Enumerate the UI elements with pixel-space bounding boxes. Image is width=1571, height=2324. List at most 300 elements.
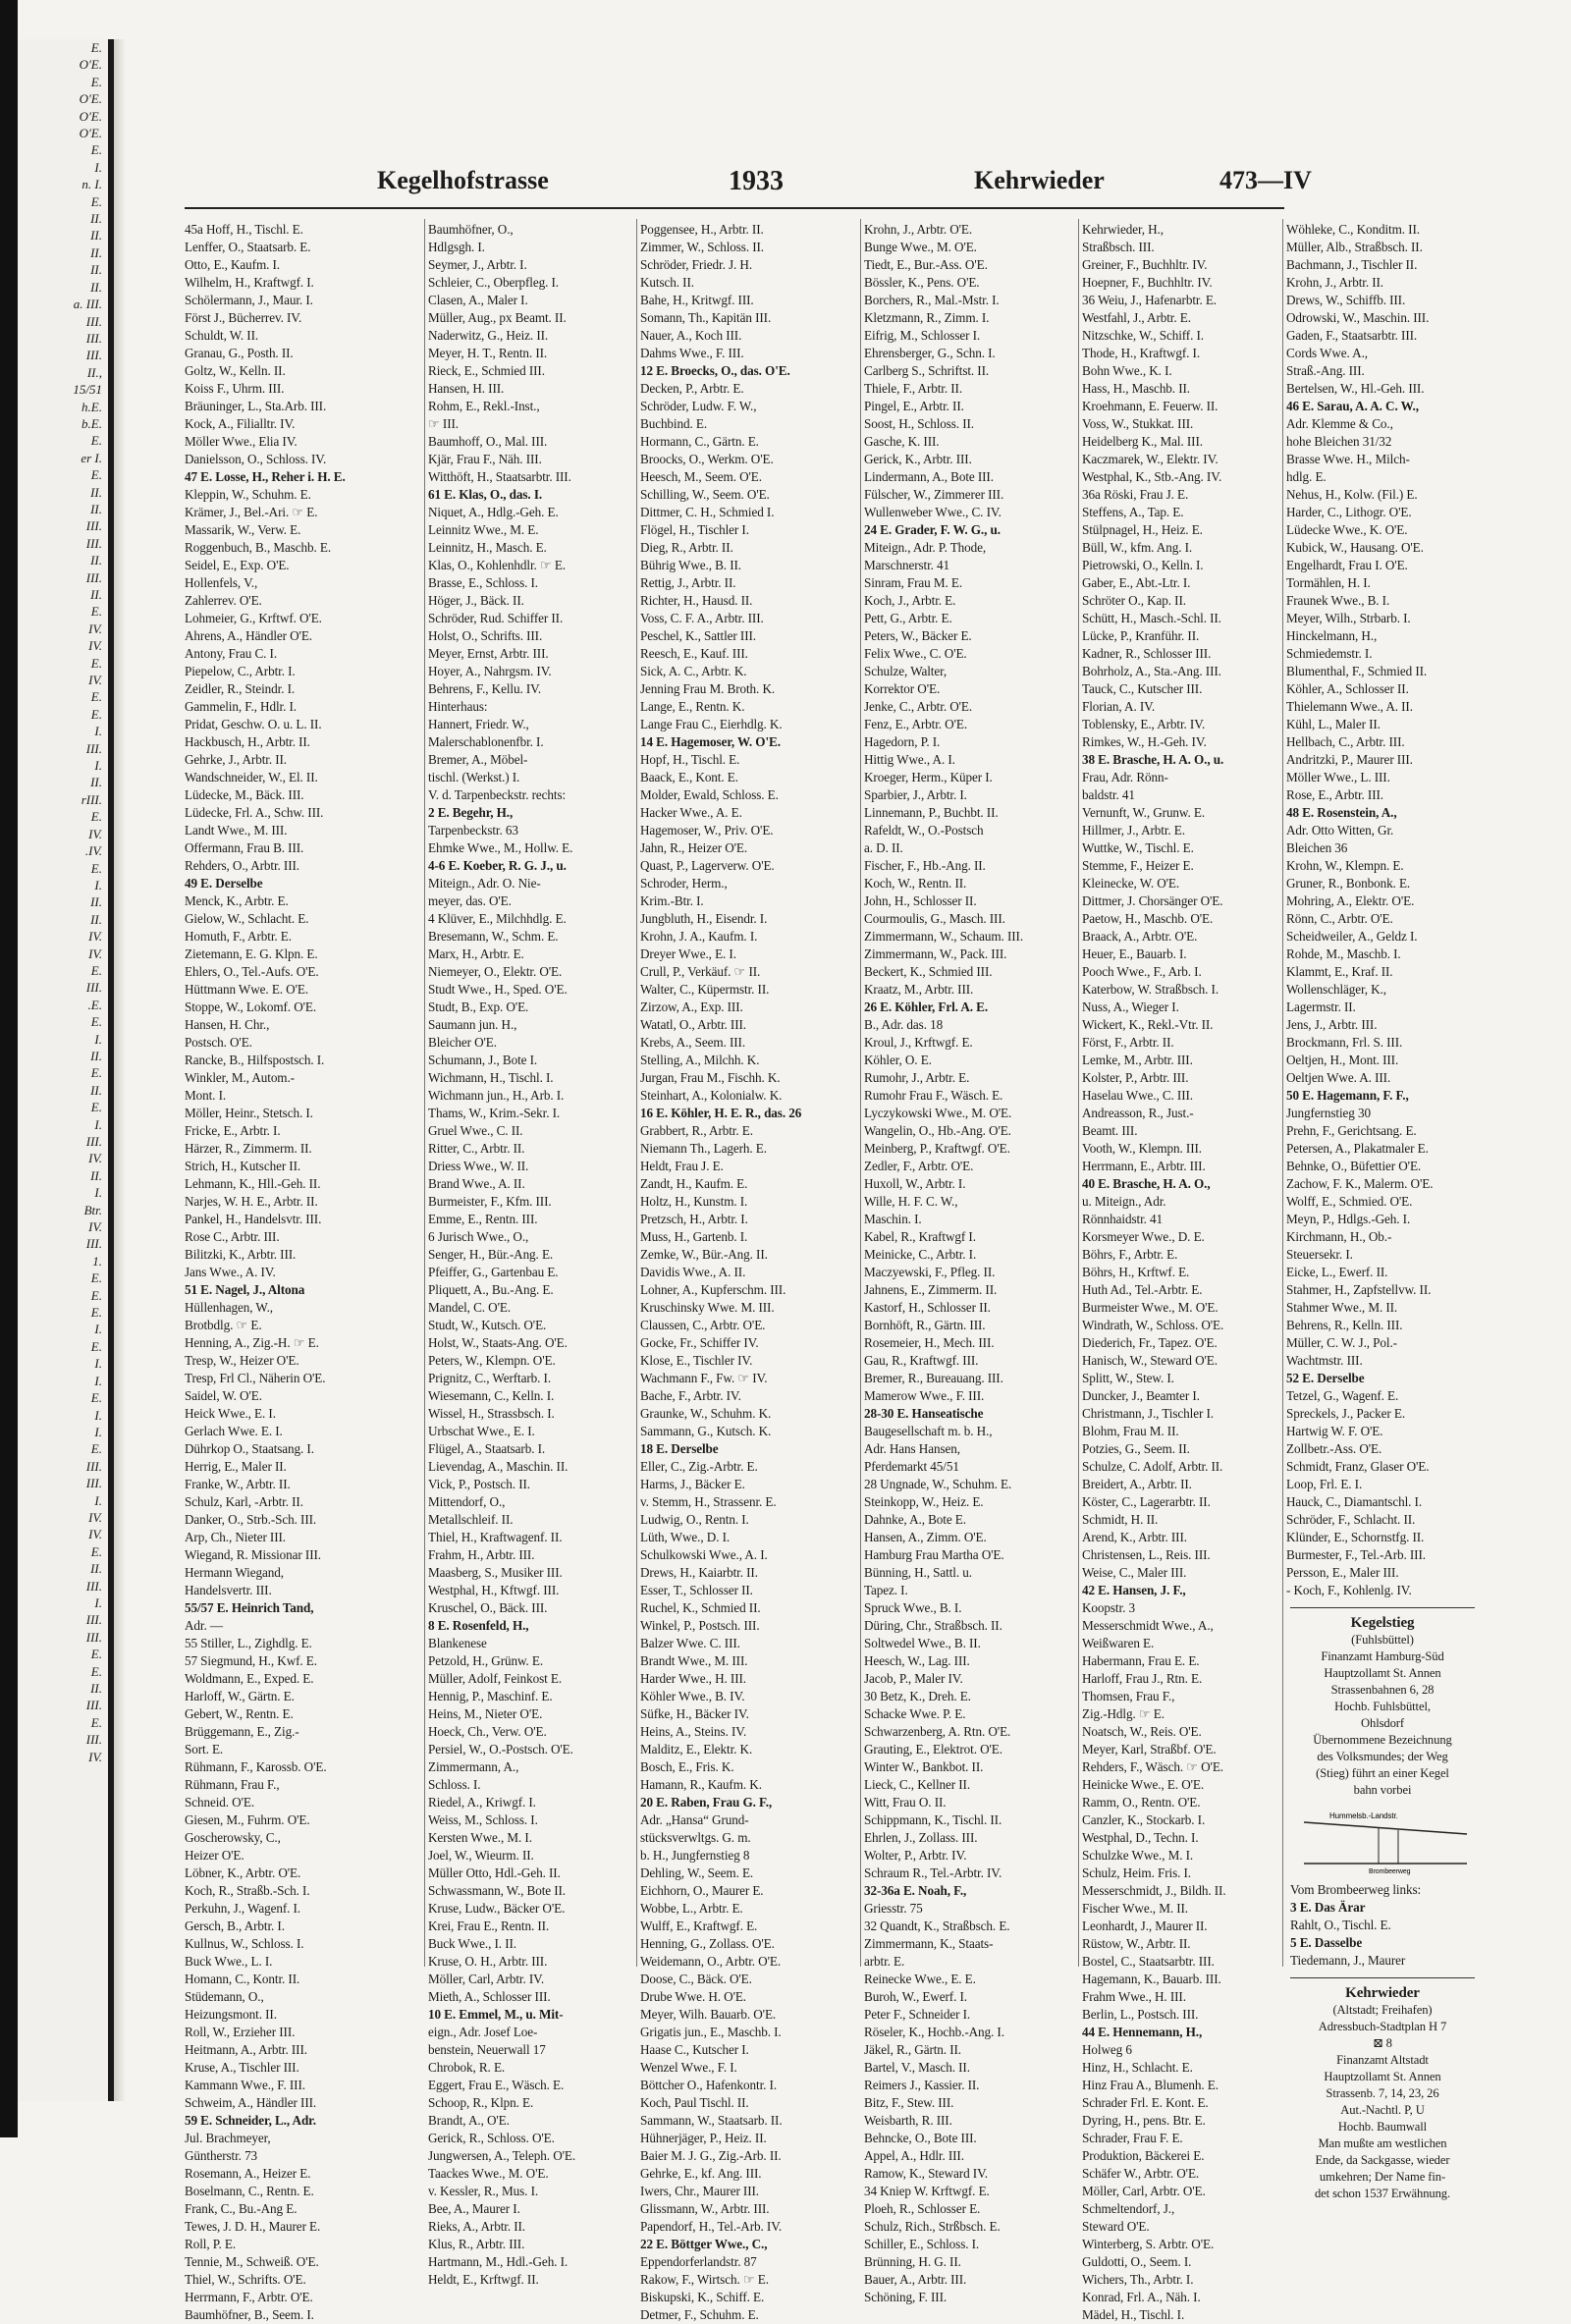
directory-entry: 32 Quandt, K., Straßbsch. E.: [864, 1919, 1010, 1933]
prev-page-line: IV.: [88, 673, 102, 688]
directory-entry: Köhler, A., Schlosser II.: [1286, 681, 1409, 696]
directory-entry: Appel, A., Hdlr. III.: [864, 2148, 964, 2163]
directory-entry: Härzer, R., Zimmerm. II.: [185, 1141, 312, 1156]
info-line: (Fuhlsbüttel): [1351, 1633, 1414, 1647]
directory-entry: Klus, R., Arbtr. III.: [428, 2237, 525, 2251]
directory-entry: Schwassmann, W., Bote II.: [428, 1883, 566, 1898]
prev-page-line: rIII.: [81, 791, 102, 807]
directory-entry: 47 E. Losse, H., Reher i. H. E.: [185, 469, 346, 484]
prev-page-line: III.: [85, 1236, 102, 1252]
directory-entry: Rimkes, W., H.-Geh. IV.: [1082, 734, 1207, 749]
directory-entry: Wichmann, H., Tischl. I.: [428, 1070, 554, 1085]
directory-entry: Thiel, H., Kraftwagenf. II.: [428, 1530, 563, 1544]
directory-entry: Berlin, L., Postsch. III.: [1082, 2007, 1199, 2022]
directory-entry: Mieth, A., Schlosser III.: [428, 1989, 551, 2004]
directory-entry: Schröder, F., Schlacht. II.: [1286, 1512, 1416, 1527]
directory-entry: Jans Wwe., A. IV.: [185, 1265, 276, 1279]
directory-entry: Rieck, E., Schmied III.: [428, 363, 545, 378]
directory-entry: Kersten Wwe., M. I.: [428, 1830, 532, 1845]
directory-entry: Hollenfels, V.,: [185, 575, 258, 590]
directory-entry: Wille, H. F. C. W.,: [864, 1194, 958, 1209]
directory-entry: Zachow, F. K., Malerm. O'E.: [1286, 1176, 1434, 1191]
directory-entry: Böttcher O., Hafenkontr. I.: [640, 2078, 778, 2092]
directory-entry: Ludwig, O., Rentn. I.: [640, 1512, 749, 1527]
directory-entry: Schloss. I.: [428, 1777, 481, 1792]
directory-entry: Kjär, Frau F., Näh. III.: [428, 452, 542, 466]
directory-entry: Harder, C., Lithogr. O'E.: [1286, 505, 1412, 519]
directory-entry: Gehrke, E., kf. Ang. III.: [640, 2166, 762, 2181]
prev-page-line: I.: [94, 1373, 102, 1388]
directory-entry: Broocks, O., Werkm. O'E.: [640, 452, 774, 466]
directory-entry: Niemann Th., Lagerh. E.: [640, 1141, 767, 1156]
directory-entry: Flögel, H., Tischler I.: [640, 522, 749, 537]
directory-entry: Baumhoff, O., Mal. III.: [428, 434, 548, 449]
directory-entry: Stahmer, H., Zapfstellvw. II.: [1286, 1282, 1432, 1297]
prev-page-line: II.: [90, 894, 102, 910]
directory-entry: Boselmann, C., Rentn. E.: [185, 2184, 314, 2198]
directory-entry: Gerick, K., Arbtr. III.: [864, 452, 972, 466]
directory-entry: Tresp, Frl Cl., Näherin O'E.: [185, 1371, 326, 1385]
directory-entry: Linnemann, P., Buchbt. II.: [864, 805, 999, 820]
directory-entry: Spreckels, J., Packer E.: [1286, 1406, 1406, 1421]
column-1: [185, 221, 420, 2322]
directory-entry: Weißwaren E.: [1082, 1636, 1155, 1650]
directory-entry: Studt, W., Kutsch. O'E.: [428, 1318, 547, 1332]
directory-entry: Witthöft, H., Staatsarbtr. III.: [428, 469, 571, 484]
directory-entry: Davidis Wwe., A. II.: [640, 1265, 746, 1279]
directory-entry: Mont. I.: [185, 1088, 227, 1103]
info-line: Hochb. Baumwall: [1337, 2120, 1428, 2134]
info-line: Man mußte am westlichen: [1318, 2136, 1447, 2150]
directory-entry: Kleinecke, W. O'E.: [1082, 876, 1180, 891]
directory-entry: Lieck, C., Kellner II.: [864, 1777, 971, 1792]
directory-entry: Katerbow, W. Straßbsch. I.: [1082, 982, 1219, 997]
directory-entry: Niemeyer, O., Elektr. O'E.: [428, 964, 563, 979]
directory-entry: Menck, K., Arbtr. E.: [185, 893, 289, 908]
directory-entry: Zedler, F., Arbtr. O'E.: [864, 1159, 974, 1173]
prev-page-line: III.: [85, 330, 102, 346]
directory-entry: Kroeger, Herm., Küper I.: [864, 770, 993, 784]
directory-entry: Henning, G., Zollass. O'E.: [640, 1936, 775, 1951]
directory-entry: Möller Wwe., L. III.: [1286, 770, 1390, 784]
directory-entry: Hühnerjäger, P., Heiz. II.: [640, 2131, 767, 2145]
directory-entry: Rahlt, O., Tischl. E.: [1290, 1918, 1391, 1932]
directory-entry: Wissel, H., Strassbsch. I.: [428, 1406, 555, 1421]
prev-page-line: II.,: [86, 364, 102, 380]
directory-entry: Schulz, Karl, -Arbtr. II.: [185, 1494, 303, 1509]
directory-entry: Eichhorn, O., Maurer E.: [640, 1883, 764, 1898]
directory-entry: Piepelow, C., Arbtr. I.: [185, 664, 296, 678]
directory-entry: meyer, das. O'E.: [428, 893, 512, 908]
directory-entry: Frau, Adr. Rönn-: [1082, 770, 1168, 784]
directory-entry: Rühmann, Frau F.,: [185, 1777, 280, 1792]
prev-page-line: I.: [94, 724, 102, 739]
prev-page-line: h.E.: [81, 399, 102, 414]
directory-entry: Guldotti, O., Seem. I.: [1082, 2254, 1192, 2269]
directory-entry: Müller, Alb., Straßbsch. II.: [1286, 240, 1423, 254]
directory-entry: Höger, J., Bäck. II.: [428, 593, 524, 608]
directory-entry: Thode, H., Kraftwgf. I.: [1082, 346, 1201, 360]
directory-entry: Behnke, O., Büfettier O'E.: [1286, 1159, 1422, 1173]
directory-entry: Steward O'E.: [1082, 2219, 1150, 2234]
directory-entry: Kolster, P., Arbtr. III.: [1082, 1070, 1189, 1085]
directory-entry: Bitz, F., Stew. III.: [864, 2095, 954, 2110]
directory-entry: Hellbach, C., Arbtr. III.: [1286, 734, 1405, 749]
directory-entry: Saidel, W. O'E.: [185, 1388, 262, 1403]
directory-entry: Först J., Bücherrev. IV.: [185, 310, 302, 325]
prev-page-line: III.: [85, 569, 102, 585]
directory-entry: 36a Röski, Frau J. E.: [1082, 487, 1189, 502]
directory-entry: Dittmer, C. H., Schmied I.: [640, 505, 775, 519]
column-6: [1286, 221, 1483, 2200]
directory-entry: 6 Jurisch Wwe., O.,: [428, 1229, 529, 1244]
directory-entry: Peschel, K., Sattler III.: [640, 628, 756, 643]
directory-entry: Carlberg S., Schriftst. II.: [864, 363, 990, 378]
directory-entry: Schulz, Heim. Fris. I.: [1082, 1865, 1191, 1880]
prev-page-line: IV.: [88, 1509, 102, 1525]
directory-entry: Lüdecke, M., Bäck. III.: [185, 787, 304, 802]
directory-entry: Adr. —: [185, 1618, 223, 1633]
directory-entry: Rafeldt, W., O.-Postsch: [864, 823, 984, 838]
directory-entry: Granau, G., Posth. II.: [185, 346, 294, 360]
directory-entry: Borchers, R., Mal.-Mstr. I.: [864, 293, 1000, 307]
directory-entry: 12 E. Broecks, O., das. O'E.: [640, 363, 790, 378]
directory-entry: Bresemann, W., Schm. E.: [428, 929, 559, 944]
directory-entry: Lange, E., Rentn. K.: [640, 699, 745, 714]
directory-entry: Bache, F., Arbtr. IV.: [640, 1388, 741, 1403]
prev-page-line: II.: [90, 1082, 102, 1098]
directory-entry: Papendorf, H., Tel.-Arb. IV.: [640, 2219, 783, 2234]
directory-entry: Thiele, F., Arbtr. II.: [864, 381, 963, 396]
directory-entry: Oeltjen Wwe. A. III.: [1286, 1070, 1391, 1085]
directory-entry: Bohrholz, A., Sta.-Ang. III.: [1082, 664, 1221, 678]
directory-entry: Gocke, Fr., Schiffer IV.: [640, 1335, 759, 1350]
directory-entry: Hagemoser, W., Priv. O'E.: [640, 823, 774, 838]
directory-entry: Schoop, R., Klpn. E.: [428, 2095, 534, 2110]
prev-page-line: E.: [90, 655, 102, 671]
directory-entry: Christensen, L., Reis. III.: [1082, 1547, 1211, 1562]
prev-page-line: II.: [90, 553, 102, 568]
directory-entry: Stelling, A., Milchh. K.: [640, 1053, 760, 1067]
directory-entry: Schacke Wwe. P. E.: [864, 1706, 966, 1721]
directory-entry: Thomsen, Frau F.,: [1082, 1689, 1175, 1703]
directory-entry: 28 Ungnade, W., Schuhm. E.: [864, 1477, 1012, 1491]
prev-page-line: O'E.: [79, 108, 102, 124]
right-street-title: Kehrwieder: [974, 166, 1105, 194]
directory-entry: Schweim, A., Händler III.: [185, 2095, 317, 2110]
info-line: des Volksmundes; der Weg: [1317, 1750, 1448, 1763]
directory-entry: Behncke, O., Bote III.: [864, 2131, 977, 2145]
directory-entry: Krohn, J., Arbtr. II.: [1286, 275, 1383, 290]
directory-entry: Kullnus, W., Schloss. I.: [185, 1936, 304, 1951]
directory-entry: Miteign., Adr. O. Nie-: [428, 876, 541, 891]
directory-entry: 22 E. Böttger Wwe., C.,: [640, 2237, 768, 2251]
directory-entry: Tennie, M., Schweiß. O'E.: [185, 2254, 319, 2269]
directory-entry: Roll, P. E.: [185, 2237, 237, 2251]
directory-entry: Vom Brombeerweg links:: [1290, 1882, 1422, 1897]
directory-entry: Koopstr. 3: [1082, 1600, 1135, 1615]
directory-entry: Müller, C. W. J., Pol.-: [1286, 1335, 1397, 1350]
directory-entry: Lohner, A., Kupferschm. III.: [640, 1282, 786, 1297]
directory-entry: Hopf, H., Tischl. E.: [640, 752, 740, 767]
directory-entry: Nitzschke, W., Schiff. I.: [1082, 328, 1204, 343]
directory-entry: Hansen, A., Zimm. O'E.: [864, 1530, 987, 1544]
prev-page-line: E.: [90, 142, 102, 158]
header-rule: [185, 207, 1284, 209]
directory-entry: Nauer, A., Koch III.: [640, 328, 742, 343]
directory-entry: Schraum R., Tel.-Arbtr. IV.: [864, 1865, 1002, 1880]
directory-entry: Schwarzenberg, A. Rtn. O'E.: [864, 1724, 1011, 1739]
prev-page-line: III.: [85, 740, 102, 756]
info-line: Adressbuch-Stadtplan H 7: [1318, 2020, 1447, 2033]
directory-entry: Böhrs, H., Krftwf. E.: [1082, 1265, 1190, 1279]
directory-entry: Lange Frau C., Eierhdlg. K.: [640, 717, 783, 731]
column-3: [640, 221, 856, 2322]
directory-entry: Windrath, W., Schloss. O'E.: [1082, 1318, 1224, 1332]
directory-entry: Schumann, J., Bote I.: [428, 1053, 538, 1067]
directory-entry: Krohn, J. A., Kaufm. I.: [640, 929, 758, 944]
directory-entry: Noatsch, W., Reis. O'E.: [1082, 1724, 1202, 1739]
directory-entry: Thams, W., Krim.-Sekr. I.: [428, 1106, 561, 1120]
directory-entry: Prehn, F., Gerichtsang. E.: [1286, 1123, 1417, 1138]
directory-entry: Blumenthal, F., Schmied II.: [1286, 664, 1428, 678]
directory-entry: Rosemann, A., Heizer E.: [185, 2166, 311, 2181]
directory-entry: Kutsch. II.: [640, 275, 694, 290]
directory-entry: Gasche, K. III.: [864, 434, 940, 449]
directory-entry: Kletzmann, R., Zimm. I.: [864, 310, 990, 325]
directory-entry: Hinterhaus:: [428, 699, 488, 714]
directory-entry: Meyer, Wilh., Strbarb. I.: [1286, 611, 1411, 625]
directory-entry: Schöning, F. III.: [864, 2290, 948, 2304]
directory-entry: arbtr. E.: [864, 1954, 905, 1969]
directory-entry: Klose, E., Tischler IV.: [640, 1353, 753, 1368]
directory-entry: Lievendag, A., Maschin. II.: [428, 1459, 569, 1474]
directory-entry: Zimmermann, A.,: [428, 1759, 519, 1774]
directory-entry: 48 E. Rosenstein, A.,: [1286, 805, 1397, 820]
directory-entry: Brandt, A., O'E.: [428, 2113, 510, 2128]
directory-entry: Drube Wwe. H. O'E.: [640, 1989, 747, 2004]
directory-entry: eign., Adr. Josef Loe-: [428, 2025, 538, 2039]
directory-entry: Hamburg Frau Martha O'E.: [864, 1547, 1004, 1562]
directory-entry: Behrens, R., Kelln. III.: [1286, 1318, 1403, 1332]
directory-entry: Vernunft, W., Grunw. E.: [1082, 805, 1206, 820]
directory-entry: Heins, M., Nieter O'E.: [428, 1706, 543, 1721]
directory-entry: Grauting, E., Elektrot. O'E.: [864, 1742, 1002, 1757]
directory-entry: Hennig, P., Maschinf. E.: [428, 1689, 553, 1703]
directory-entry: Leinnitz Wwe., M. E.: [428, 522, 539, 537]
directory-entry: Roggenbuch, B., Maschb. E.: [185, 540, 332, 555]
directory-entry: a. D. II.: [864, 840, 903, 855]
directory-entry: Frahm Wwe., H. III.: [1082, 1989, 1186, 2004]
directory-entry: Düring, Chr., Straßbsch. II.: [864, 1618, 1002, 1633]
directory-page: [128, 113, 1452, 2322]
directory-entry: Studt Wwe., H., Sped. O'E.: [428, 982, 568, 997]
directory-entry: Adr. Hans Hansen,: [864, 1441, 960, 1456]
prev-page-line: II.: [90, 228, 102, 243]
prev-page-line: E.: [90, 1065, 102, 1081]
directory-entry: Hannert, Friedr. W.,: [428, 717, 529, 731]
directory-entry: Zimmer, W., Schloss. II.: [640, 240, 765, 254]
directory-entry: Rumohr Frau F., Wäsch. E.: [864, 1088, 1003, 1103]
directory-entry: 44 E. Hennemann, H.,: [1082, 2025, 1203, 2039]
directory-entry: Wiesemann, C., Kelln. I.: [428, 1388, 555, 1403]
directory-entry: Claussen, C., Arbtr. O'E.: [640, 1318, 766, 1332]
directory-entry: Gerlach Wwe. E. I.: [185, 1424, 283, 1438]
directory-entry: Graunke, W., Schuhm. K.: [640, 1406, 772, 1421]
directory-entry: Andritzki, P., Maurer III.: [1286, 752, 1413, 767]
directory-entry: Westphal, K., Stb.-Ang. IV.: [1082, 469, 1222, 484]
directory-entry: Hamann, R., Kaufm. K.: [640, 1777, 762, 1792]
directory-entry: Decken, P., Arbtr. E.: [640, 381, 744, 396]
directory-entry: Schneid. O'E.: [185, 1795, 255, 1810]
prev-page-line: III.: [85, 1476, 102, 1491]
directory-entry: Offermann, Frau B. III.: [185, 840, 304, 855]
directory-entry: B., Adr. das. 18: [864, 1017, 944, 1032]
directory-entry: Wandschneider, W., El. II.: [185, 770, 318, 784]
directory-entry: Roll, W., Erzieher III.: [185, 2025, 296, 2039]
directory-entry: Krämer, J., Bel.-Ari. ☞ E.: [185, 505, 318, 519]
prev-page-line: II.: [90, 279, 102, 295]
directory-entry: Adr. „Hansa“ Grund-: [640, 1812, 749, 1827]
directory-entry: - Koch, F., Kohlenlg. IV.: [1286, 1583, 1412, 1597]
directory-entry: Canzler, K., Stockarb. I.: [1082, 1812, 1206, 1827]
directory-entry: Landt Wwe., M. III.: [185, 823, 288, 838]
directory-entry: Süfke, H., Bäcker IV.: [640, 1706, 749, 1721]
directory-entry: Kruschinsky Wwe. M. III.: [640, 1300, 775, 1315]
directory-entry: Flügel, A., Staatsarb. I.: [428, 1441, 546, 1456]
directory-entry: Kadner, R., Schlosser III.: [1082, 646, 1212, 661]
directory-entry: Schrader Frl. E. Kont. E.: [1082, 2095, 1209, 2110]
directory-entry: Tiedemann, J., Maurer: [1290, 1953, 1406, 1968]
directory-entry: 55/57 E. Heinrich Tand,: [185, 1600, 314, 1615]
directory-entry: Rieks, A., Arbtr. II.: [428, 2219, 526, 2234]
directory-entry: Hoeck, Ch., Verw. O'E.: [428, 1724, 547, 1739]
directory-entry: Stemme, F., Heizer E.: [1082, 858, 1194, 873]
directory-entry: Blohm, Frau M. II.: [1082, 1424, 1179, 1438]
directory-entry: Köster, C., Lagerarbtr. II.: [1082, 1494, 1211, 1509]
directory-entry: Schippmann, K., Tischl. II.: [864, 1812, 1002, 1827]
directory-entry: Wachtmstr. III.: [1286, 1353, 1363, 1368]
directory-entry: Lüdecke, Frl. A., Schw. III.: [185, 805, 324, 820]
directory-entry: Röseler, K., Hochb.-Ang. I.: [864, 2025, 1004, 2039]
directory-entry: Winkel, P., Postsch. III.: [640, 1618, 760, 1633]
directory-entry: Potzies, G., Seem. II.: [1082, 1441, 1190, 1456]
directory-entry: Gehrke, J., Arbtr. II.: [185, 752, 288, 767]
directory-entry: Baier M. J. G., Zig.-Arb. II.: [640, 2148, 782, 2163]
prev-page-line: III.: [85, 1612, 102, 1628]
prev-page-line: III.: [85, 535, 102, 551]
prev-page-line: II.: [90, 775, 102, 790]
directory-entry: Hdlgsgh. I.: [428, 240, 485, 254]
prev-page-line: E.: [90, 1305, 102, 1321]
directory-entry: Vooth, W., Klempn. III.: [1082, 1141, 1202, 1156]
directory-entry: Heick Wwe., E. I.: [185, 1406, 276, 1421]
directory-entry: Koch, Paul Tischl. II.: [640, 2095, 749, 2110]
directory-entry: Westfahl, J., Arbtr. E.: [1082, 310, 1191, 325]
directory-entry: Ahrens, A., Händler O'E.: [185, 628, 312, 643]
directory-entry: 4 Klüver, E., Milchhdlg. E.: [428, 911, 567, 926]
directory-entry: Lenffer, O., Staatsarb. E.: [185, 240, 311, 254]
column-5: [1082, 221, 1278, 2322]
directory-entry: benstein, Neuerwall 17: [428, 2042, 546, 2057]
kehrwieder-title: Kehrwieder: [1345, 1985, 1420, 2001]
directory-entry: Zimmermann, W., Pack. III.: [864, 946, 1007, 961]
directory-entry: Holtz, H., Kunstm. I.: [640, 1194, 748, 1209]
directory-entry: Fischer Wwe., M. II.: [1082, 1901, 1188, 1916]
directory-entry: Bosch, E., Fris. K.: [640, 1759, 734, 1774]
directory-entry: Greiner, F., Buchhltr. IV.: [1082, 257, 1208, 272]
directory-entry: Herrmann, F., Arbtr. O'E.: [185, 2290, 313, 2304]
prev-page-line: II.: [90, 1561, 102, 1577]
prev-page-line: III.: [85, 1134, 102, 1149]
info-line: Hauptzollamt St. Annen: [1324, 2070, 1441, 2083]
directory-entry: Rettig, J., Arbtr. II.: [640, 575, 736, 590]
directory-entry: Korsmeyer Wwe., D. E.: [1082, 1229, 1205, 1244]
directory-entry: Detmer, F., Schuhm. E.: [640, 2307, 759, 2322]
prev-page-line: II.: [90, 484, 102, 500]
directory-entry: Behrens, F., Kellu. IV.: [428, 681, 542, 696]
directory-entry: Holst, W., Staats-Ang. O'E.: [428, 1335, 568, 1350]
directory-entry: Seymer, J., Arbtr. I.: [428, 257, 527, 272]
directory-entry: Zeidler, R., Steindr. I.: [185, 681, 296, 696]
directory-entry: Jurgan, Frau M., Fischh. K.: [640, 1070, 781, 1085]
prev-page-line: E.: [90, 1270, 102, 1286]
directory-entry: hdlg. E.: [1286, 469, 1327, 484]
prev-page-line: IV.: [88, 1527, 102, 1542]
directory-entry: Quast, P., Lagerverw. O'E.: [640, 858, 775, 873]
directory-entry: Reinecke Wwe., E. E.: [864, 1972, 976, 1986]
directory-entry: Kühl, L., Maler II.: [1286, 717, 1381, 731]
directory-entry: Bleicher O'E.: [428, 1035, 497, 1050]
directory-entry: Ramm, O., Rentn. O'E.: [1082, 1795, 1201, 1810]
street-sketch-map: [1300, 1805, 1465, 1875]
directory-entry: Schölermann, J., Maur. I.: [185, 293, 313, 307]
directory-entry: Korrektor O'E.: [864, 681, 941, 696]
directory-entry: Goltz, W., Kelln. II.: [185, 363, 286, 378]
directory-entry: Bremer, A., Möbel-: [428, 752, 528, 767]
prev-page-line: IV.: [88, 826, 102, 841]
directory-entry: 26 E. Köhler, Frl. A. E.: [864, 1000, 989, 1014]
directory-entry: Krim.-Btr. I.: [640, 893, 704, 908]
prev-page-line: E.: [90, 1100, 102, 1115]
directory-entry: Haase C., Kutscher I.: [640, 2042, 749, 2057]
directory-entry: tischl. (Werkst.) I.: [428, 770, 520, 784]
prev-page-line: III.: [85, 348, 102, 363]
directory-entry: 51 E. Nagel, J., Altona: [185, 1282, 305, 1297]
directory-entry: Postsch. O'E.: [185, 1035, 252, 1050]
directory-entry: Doose, C., Bäck. O'E.: [640, 1972, 752, 1986]
directory-entry: Tarpenbeckstr. 63: [428, 823, 518, 838]
prev-page-line: III.: [85, 1578, 102, 1594]
directory-entry: Strich, H., Kutscher II.: [185, 1159, 301, 1173]
prev-page-line: IV.: [88, 946, 102, 961]
directory-entry: Weise, C., Maler III.: [1082, 1565, 1187, 1580]
kegelstieg-title: Kegelstieg: [1350, 1615, 1415, 1631]
directory-entry: Wöhleke, C., Konditm. II.: [1286, 222, 1420, 237]
prev-page-line: E.: [90, 706, 102, 722]
column-4: [864, 221, 1075, 2304]
prev-page-line: I.: [94, 1407, 102, 1423]
directory-entry: Hermann Wiegand,: [185, 1565, 284, 1580]
directory-entry: Hittig Wwe., A. I.: [864, 752, 955, 767]
scan-edge: [0, 0, 18, 2137]
directory-entry: Krohn, W., Klempn. E.: [1286, 858, 1404, 873]
prev-page-line: II.: [90, 244, 102, 260]
directory-entry: Witt, Frau O. II.: [864, 1795, 947, 1810]
directory-entry: Lemke, M., Arbtr. III.: [1082, 1053, 1193, 1067]
directory-entry: Habermann, Frau E. E.: [1082, 1653, 1200, 1668]
directory-entry: Steffens, A., Tap. E.: [1082, 505, 1184, 519]
